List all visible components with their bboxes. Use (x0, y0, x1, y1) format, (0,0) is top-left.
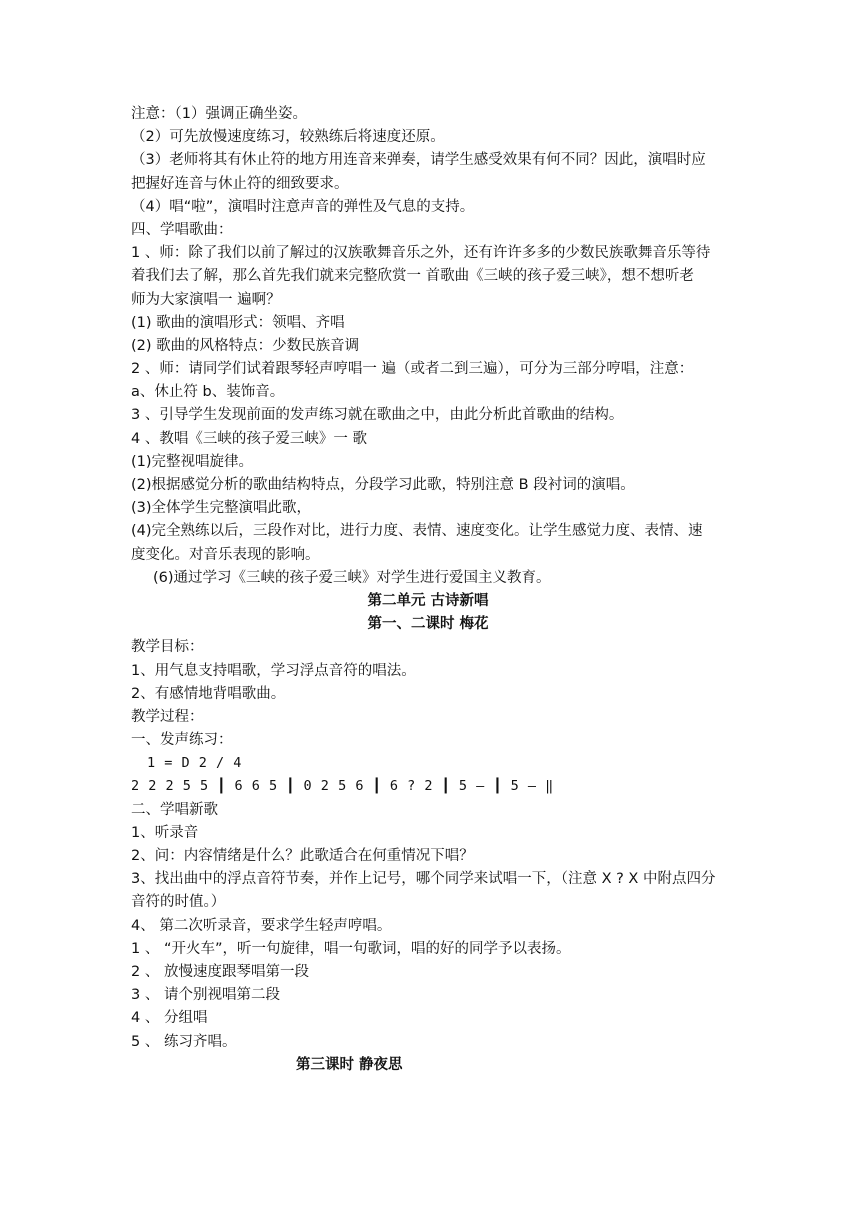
step-4-sub4-line2: 度变化。对音乐表现的影响。 (131, 546, 320, 563)
goal-2: 2、有感情地背唱歌曲。 (131, 685, 286, 702)
key-signature: 1 = D 2 / 4 (147, 755, 242, 772)
section-four-heading: 四、学唱歌曲： (131, 221, 233, 238)
learn-step-4: 4、 第二次听录音，要求学生轻声哼唱。 (131, 917, 392, 934)
step-4-sub1: (1)完整视唱旋律。 (131, 453, 254, 470)
step-4-sub6: (6)通过学习《三峡的孩子爱三峡》对学生进行爱国主义教育。 (153, 569, 551, 586)
activity-5: 5 、 练习齐唱。 (131, 1033, 237, 1050)
step-1-line2: 着我们去了解，那么首先我们就来完整欣赏一 首歌曲《三峡的孩子爱三峡》，想不想听老 (131, 268, 694, 285)
lesson-3-title: 第三课时 静夜思 (296, 1056, 403, 1073)
step-3: 3 、引导学生发现前面的发声练习就在歌曲之中，由此分析此首歌曲的结构。 (131, 407, 624, 424)
learn-step-3-line1: 3、找出曲中的浮点音符节奏，并作上记号，哪个同学来试唱一下，（注意 X ? X 中附点四分 (131, 871, 716, 888)
step-1-sub1: (1) 歌曲的演唱形式：领唱、齐唱 (131, 314, 345, 331)
step-1-line3: 师为大家演唱一 遍啊？ (131, 291, 281, 308)
process-heading: 教学过程： (131, 708, 204, 725)
step-2-line1: 2 、师：请同学们试着跟琴轻声哼唱一 遍（或者二到三遍），可分为三部分哼唱，注意： (131, 361, 694, 378)
note-item-4: （4）唱“啦”，演唱时注意声音的弹性及气息的支持。 (131, 198, 475, 215)
goals-heading: 教学目标： (131, 639, 204, 656)
goal-1: 1、用气息支持唱歌，学习浮点音符的唱法。 (131, 662, 416, 679)
step-1-line1: 1 、师：除了我们以前了解过的汉族歌舞音乐之外，还有许许多多的少数民族歌舞音乐等待 (131, 245, 711, 262)
step-4-sub2: (2)根据感觉分析的歌曲结构特点，分段学习此歌，特别注意 B 段衬词的演唱。 (131, 477, 635, 493)
document-body (131, 103, 735, 1077)
note-item-2: （2）可先放慢速度练习，较熟练后将速度还原。 (131, 129, 445, 146)
activity-1: 1 、 “开火车”，听一句旋律，唱一句歌词，唱的好的同学予以表扬。 (131, 940, 571, 957)
activity-4: 4 、 分组唱 (131, 1010, 208, 1027)
step-1-sub2: (2) 歌曲的风格特点：少数民族音调 (131, 337, 360, 354)
step-4-sub3: (3)全体学生完整演唱此歌， (131, 500, 312, 517)
notation-line: 2 2 2 5 5 ┃ 6 6 5 ┃ 0 2 5 6 ┃ 6 ? 2 ┃ 5 — ┃ 5 — ‖ (131, 778, 554, 795)
activity-2: 2 、 放慢速度跟琴唱第一段 (131, 963, 309, 980)
note-item-3-line2: 把握好连音与休止符的细致要求。 (131, 175, 349, 192)
note-heading: 注意：（1）强调正确坐姿。 (131, 106, 307, 122)
activity-3: 3 、 请个别视唱第二段 (131, 987, 280, 1004)
lesson-1-2-title: 第一、二课时 梅花 (367, 616, 489, 633)
vocal-practice-heading: 一、发声练习： (131, 732, 233, 749)
learn-step-2: 2、问：内容情绪是什么？此歌适合在何重情况下唱？ (131, 848, 474, 864)
step-4-sub4-line1: (4)完全熟练以后，三段作对比，进行力度、表情、速度变化。让学生感觉力度、表情、速 (131, 523, 703, 540)
learn-song-heading: 二、学唱新歌 (131, 801, 218, 818)
note-item-3-line1: （3）老师将其有休止符的地方用连音来弹奏，请学生感受效果有何不同？因此，演唱时应 (131, 152, 706, 169)
unit-2-title: 第二单元 古诗新唱 (367, 592, 489, 609)
step-4: 4 、教唱《三峡的孩子爱三峡》一 歌 (131, 430, 367, 447)
step-2-line2: a、休止符 b、装饰音。 (131, 384, 285, 401)
learn-step-1: 1、听录音 (131, 824, 199, 841)
learn-step-3-line2: 音符的时值。） (131, 894, 226, 911)
